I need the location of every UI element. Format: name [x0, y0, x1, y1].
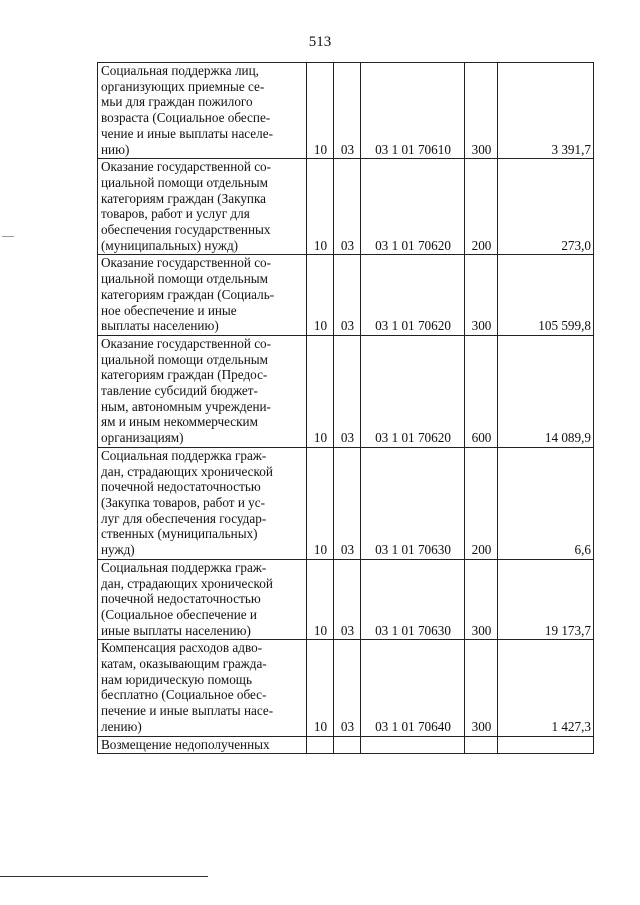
description-line: луг для обеспечения государ- — [101, 510, 267, 526]
description-line: иные выплаты населению) — [101, 622, 251, 638]
expense-type-code: 300 — [465, 255, 498, 336]
description-line: ственных (муниципальных) — [101, 526, 258, 542]
description-line: категориям граждан (Предос- — [101, 367, 268, 383]
description-line: нам юридическую помощь — [101, 671, 252, 687]
target-article-code: 03 1 01 70610 — [361, 63, 465, 159]
section-code: 10 — [307, 63, 334, 159]
expense-description — [98, 447, 307, 559]
description-line: Оказание государственной со- — [101, 335, 272, 351]
description-line: (муниципальных) нужд) — [101, 237, 239, 253]
expense-description — [98, 559, 307, 640]
subsection-code — [334, 736, 361, 754]
amount: 14 089,9 — [498, 335, 594, 447]
description-line: организациям) — [101, 430, 184, 446]
description-line: (Закупка товаров, работ и ус- — [101, 494, 266, 510]
expense-type-code: 600 — [465, 335, 498, 447]
expense-description — [98, 640, 307, 736]
subsection-code: 03 — [334, 559, 361, 640]
expense-description — [98, 736, 307, 754]
target-article-code: 03 1 01 70620 — [361, 159, 465, 255]
section-code: 10 — [307, 640, 334, 736]
description-line: Оказание государственной со- — [101, 159, 272, 175]
section-code — [307, 736, 334, 754]
target-article-code: 03 1 01 70630 — [361, 447, 465, 559]
margin-mark — [2, 236, 14, 237]
description-line: ным, автономным учреждени- — [101, 398, 271, 414]
description-line: категориям граждан (Социаль- — [101, 286, 275, 302]
expense-description — [98, 255, 307, 336]
description-line: товаров, работ и услуг для — [101, 206, 250, 222]
amount: 6,6 — [498, 447, 594, 559]
description-line: ям и иным некоммерческим — [101, 414, 258, 430]
target-article-code: 03 1 01 70640 — [361, 640, 465, 736]
expense-type-code: 200 — [465, 159, 498, 255]
subsection-code: 03 — [334, 447, 361, 559]
subsection-code: 03 — [334, 335, 361, 447]
expense-type-code: 200 — [465, 447, 498, 559]
section-code: 10 — [307, 559, 334, 640]
description-line: почечной недостаточностью — [101, 479, 261, 495]
table-row — [98, 335, 594, 447]
description-line: Компенсация расходов адво- — [101, 640, 263, 656]
table-row — [98, 640, 594, 736]
table-row — [98, 159, 594, 255]
expense-description — [98, 159, 307, 255]
section-code: 10 — [307, 255, 334, 336]
table-row — [98, 255, 594, 336]
description-line: катам, оказывающим гражда- — [101, 656, 267, 672]
table-row — [98, 559, 594, 640]
subsection-code: 03 — [334, 640, 361, 736]
description-line: ное обеспечение и иные — [101, 302, 237, 318]
target-article-code: 03 1 01 70620 — [361, 255, 465, 336]
description-line: бесплатно (Социальное обес- — [101, 687, 267, 703]
table-row — [98, 63, 594, 159]
description-line: (Социальное обеспечение и — [101, 606, 257, 622]
description-line: возраста (Социальное обеспе- — [101, 110, 271, 126]
description-line: дан, страдающих хронической — [101, 575, 273, 591]
footnote-rule — [0, 876, 208, 877]
description-line: печение и иные выплаты насе- — [101, 703, 274, 719]
description-line: категориям граждан (Закупка — [101, 190, 267, 206]
amount: 105 599,8 — [498, 255, 594, 336]
description-line: Оказание государственной со- — [101, 255, 272, 271]
description-line: выплаты населению) — [101, 318, 219, 334]
description-line: мьи для граждан пожилого — [101, 94, 253, 110]
table-row — [98, 736, 594, 754]
page-number: 513 — [308, 34, 332, 50]
amount: 273,0 — [498, 159, 594, 255]
expense-description — [98, 335, 307, 447]
description-line: циальной помощи отдельным — [101, 351, 268, 367]
description-line: лению) — [101, 718, 142, 734]
description-line: циальной помощи отдельным — [101, 271, 268, 287]
expense-type-code — [465, 736, 498, 754]
subsection-code: 03 — [334, 63, 361, 159]
description-line: Возмещение недополученных — [101, 736, 270, 752]
description-line: Социальная поддержка лиц, — [101, 63, 259, 78]
amount: 19 173,7 — [498, 559, 594, 640]
target-article-code: 03 1 01 70620 — [361, 335, 465, 447]
amount — [498, 736, 594, 754]
description-line: почечной недостаточностью — [101, 591, 261, 607]
subsection-code: 03 — [334, 159, 361, 255]
description-line: Социальная поддержка граж- — [101, 447, 267, 463]
description-line: дан, страдающих хронической — [101, 463, 273, 479]
budget-table-body — [98, 63, 594, 754]
description-line: нию) — [101, 141, 130, 157]
expense-type-code: 300 — [465, 559, 498, 640]
expense-type-code: 300 — [465, 640, 498, 736]
amount: 3 391,7 — [498, 63, 594, 159]
description-line: организующих приемные се- — [101, 78, 265, 94]
subsection-code: 03 — [334, 255, 361, 336]
description-line: Социальная поддержка граж- — [101, 559, 267, 575]
description-line: чение и иные выплаты населе- — [101, 125, 273, 141]
description-line: тавление субсидий бюджет- — [101, 383, 258, 399]
expense-description — [98, 63, 307, 159]
section-code: 10 — [307, 447, 334, 559]
amount: 1 427,3 — [498, 640, 594, 736]
expense-type-code: 300 — [465, 63, 498, 159]
budget-table — [97, 62, 594, 754]
target-article-code: 03 1 01 70630 — [361, 559, 465, 640]
section-code: 10 — [307, 159, 334, 255]
description-line: циальной помощи отдельным — [101, 174, 268, 190]
target-article-code — [361, 736, 465, 754]
table-row — [98, 447, 594, 559]
section-code: 10 — [307, 335, 334, 447]
description-line: обеспечения государственных — [101, 222, 271, 238]
description-line: нужд) — [101, 542, 135, 558]
